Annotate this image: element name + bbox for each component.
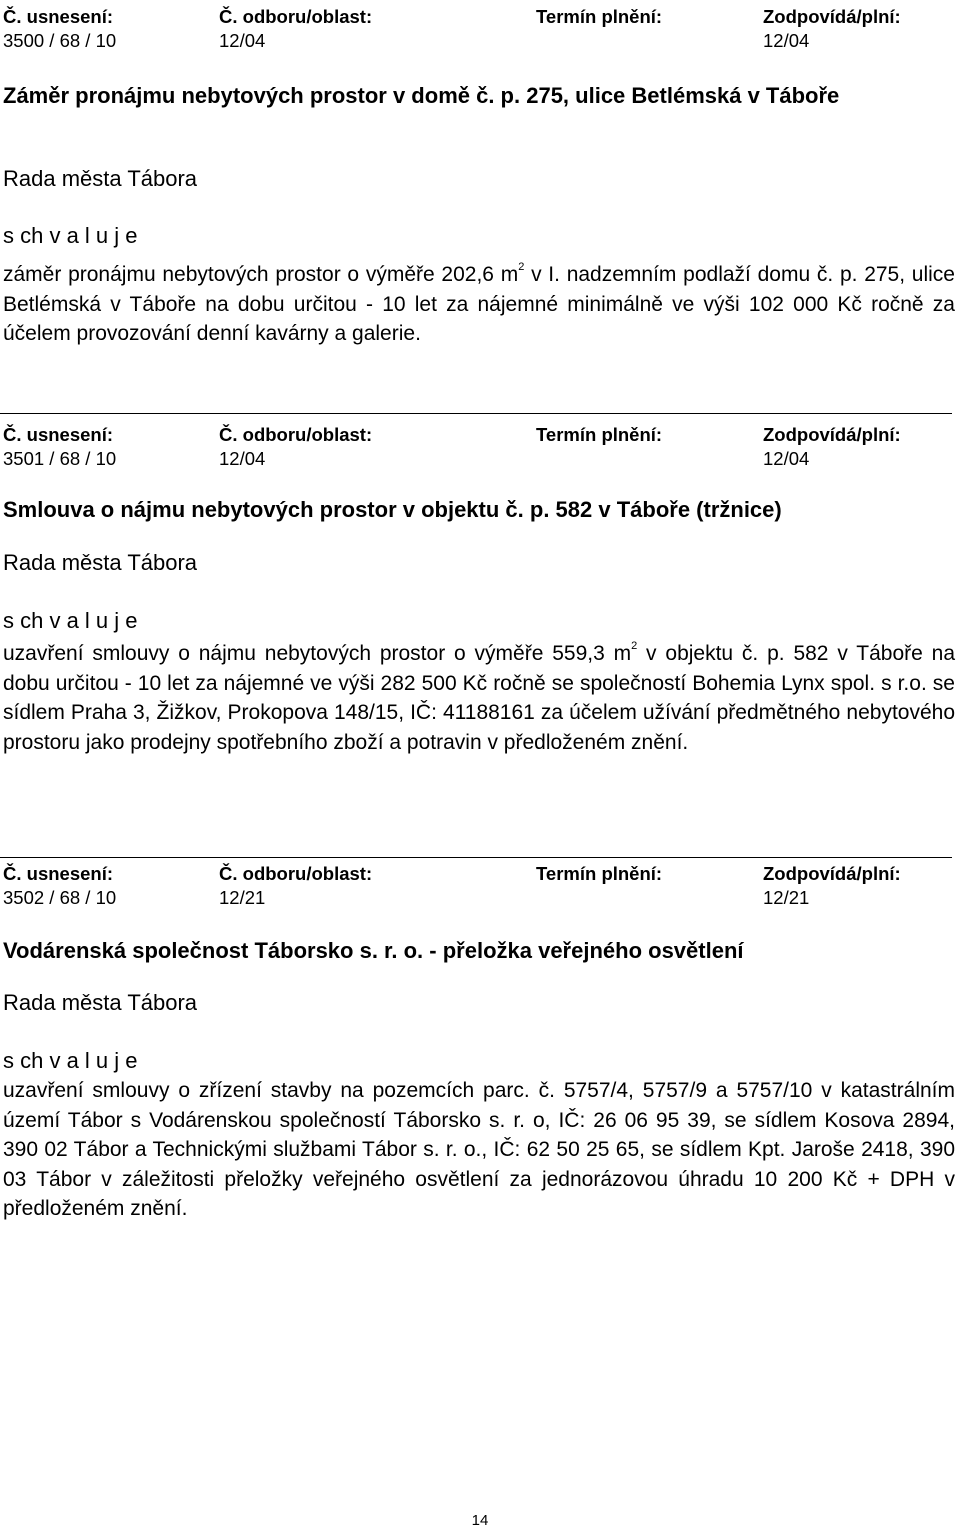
resolution-responsible: 12/21 [763,887,810,908]
resolution-department: 12/04 [219,30,266,51]
header-deadline: Termín plnění: [536,424,663,445]
resolution-responsible: 12/04 [763,448,810,469]
resolution-header-row [3,863,955,887]
resolution-block-3502 [3,863,955,1220]
resolution-department: 12/04 [219,448,266,469]
header-department: Č. odboru/oblast: [219,6,373,27]
resolution-text: uzavření smlouvy o nájmu nebytových prostor o výměře 559,3 $m^2$ v objektu č. p. 582 v Táboře na dobu určitou - 10 let za nájemné ve výši 282 500 Kč ročně se společností Bohemia Lynx spol. s r.o. se sídlem Praha 3, Žižkov, Prokopova 148/15, IČ: 41188161 za účelem užívání předmětného nebytového prostoru jako prodejny spotřebního zboží a potravin v předloženém znění. [3,640,955,754]
resolution-values-row [3,30,955,56]
resolution-title: Záměr pronájmu nebytových prostor v domě č. p. 275, ulice Betlémská v Táboře [3,83,840,108]
resolution-number: 3502 / 68 / 10 [3,887,117,908]
header-resolution-number: Č. usnesení: [3,6,113,27]
resolution-number: 3501 / 68 / 10 [3,448,117,469]
header-deadline: Termín plnění: [536,863,663,884]
header-responsible: Zodpovídá/plní: [763,6,901,27]
resolution-verb: s ch v a l u j e [3,608,138,633]
resolution-block-3501 [3,424,955,754]
resolution-verb: s ch v a l u j e [3,1048,138,1073]
header-department: Č. odboru/oblast: [219,863,373,884]
divider [0,857,952,858]
header-responsible: Zodpovídá/plní: [763,863,901,884]
resolution-number: 3500 / 68 / 10 [3,30,117,51]
resolution-values-row [3,448,955,474]
header-resolution-number: Č. usnesení: [3,424,113,445]
header-department: Č. odboru/oblast: [219,424,373,445]
resolution-title: Vodárenská společnost Táborsko s. r. o. - přeložka veřejného osvětlení [3,938,744,963]
council-name: Rada města Tábora [3,990,198,1015]
resolution-title: Smlouva o nájmu nebytových prostor v objektu č. p. 582 v Táboře (tržnice) [3,497,782,522]
resolution-department: 12/21 [219,887,266,908]
page-number: 14 [471,1512,489,1529]
divider [0,413,952,414]
header-deadline: Termín plnění: [536,6,663,27]
header-responsible: Zodpovídá/plní: [763,424,901,445]
council-name: Rada města Tábora [3,550,198,575]
resolution-header-row [3,6,955,30]
resolution-values-row [3,887,955,913]
resolution-text: uzavření smlouvy o zřízení stavby na pozemcích parc. č. 5757/4, 5757/9 a 5757/10 v katastrálním území Tábor s Vodárenskou společností Táborsko s. r. o, IČ: 26 06 95 39, se sídlem Kosova 2894, 390 02 Tábor a Technickými službami Tábor s. r. o., IČ: 62 50 25 65, se sídlem Kpt. Jaroše 2418, 390 03 Tábor v záležitosti přeložky veřejného osvětlení za jednorázovou úhradu 10 200 Kč + DPH v předloženém znění. [3,1079,955,1220]
council-name: Rada města Tábora [3,166,198,191]
resolution-responsible: 12/04 [763,30,810,51]
resolution-verb: s ch v a l u j e [3,223,138,248]
header-resolution-number: Č. usnesení: [3,863,113,884]
resolution-block-3500 [3,6,955,345]
resolution-text: záměr pronájmu nebytových prostor o výměře 202,6 $m^2$ v I. nadzemním podlaží domu č. p. 275, ulice Betlémská v Táboře na dobu určitou - 10 let za nájemné minimálně ve výši 102 000 Kč ročně za účelem provozování denní kavárny a galerie. [3,261,955,345]
resolution-header-row [3,424,955,448]
